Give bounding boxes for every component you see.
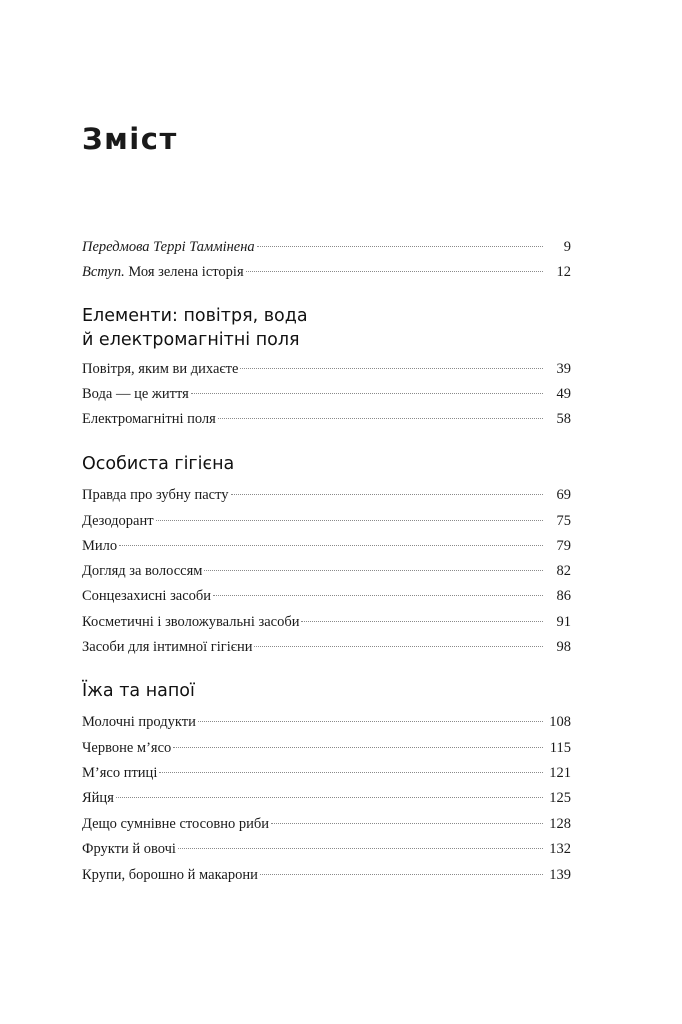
- toc-entry[interactable]: [82, 787, 571, 809]
- toc-entry[interactable]: [82, 484, 571, 506]
- leader-dots: [231, 493, 544, 495]
- toc-entry-page: 49: [556, 386, 571, 402]
- section-heading: Елементи: повітря, вода й електромагнітні поля: [82, 306, 308, 350]
- toc-entry-label: Дещо сумнівне стосовно риби: [82, 816, 269, 832]
- toc-entry-page: 58: [556, 411, 571, 427]
- toc-entry-label: Дезодорант: [82, 513, 154, 529]
- toc-entry[interactable]: [82, 358, 571, 380]
- toc-entry-label: Електромагнітні поля: [82, 411, 216, 427]
- toc-entry-label: М’ясо птиці: [82, 765, 158, 781]
- toc-entry-label: Мило: [82, 538, 118, 554]
- leader-dots: [173, 746, 543, 748]
- toc-entry[interactable]: [82, 560, 571, 582]
- toc-entry[interactable]: [82, 408, 571, 430]
- section-heading: Особиста гігієна: [82, 454, 235, 474]
- leader-dots: [240, 367, 543, 369]
- leader-dots: [204, 569, 543, 571]
- leader-dots: [116, 796, 543, 798]
- toc-entry[interactable]: [82, 737, 571, 759]
- toc-entry-page: 125: [549, 790, 571, 806]
- toc-entry-page: 39: [556, 361, 571, 377]
- toc-entry-label: Правда про зубну пасту: [82, 487, 229, 503]
- leader-dots: [271, 822, 543, 824]
- toc-entry[interactable]: [82, 838, 571, 860]
- toc-entry[interactable]: [82, 236, 571, 258]
- leader-dots: [246, 270, 543, 272]
- toc-entry-page: 75: [556, 513, 571, 529]
- leader-dots: [198, 720, 543, 722]
- toc-entry-label: Догляд за волоссям: [82, 563, 203, 579]
- toc-entry-label: Червоне м’ясо: [82, 740, 172, 756]
- toc-entry-page: 139: [549, 867, 571, 883]
- page-title: Зміст: [82, 122, 178, 156]
- toc-entry-page: 69: [556, 487, 571, 503]
- toc-entry[interactable]: [82, 383, 571, 405]
- leader-dots: [301, 620, 543, 622]
- leader-dots: [254, 645, 543, 647]
- leader-dots: [178, 847, 543, 849]
- toc-entry[interactable]: [82, 636, 571, 658]
- toc-entry-label: Засоби для інтимної гігієни: [82, 639, 253, 655]
- toc-entry-label: Повітря, яким ви дихаєте: [82, 361, 239, 377]
- leader-dots: [213, 594, 543, 596]
- leader-dots: [257, 245, 543, 247]
- toc-entry-label: Вступ. Моя зелена історія: [82, 264, 244, 280]
- toc-entry-label: Косметичні і зволожувальні засоби: [82, 614, 300, 630]
- leader-dots: [260, 873, 543, 875]
- toc-entry-label: Вода — це життя: [82, 386, 189, 402]
- toc-entry-page: 9: [563, 239, 571, 255]
- toc-entry-page: 91: [556, 614, 571, 630]
- toc-entry-page: 132: [549, 841, 571, 857]
- section-heading: Їжа та напої: [82, 681, 195, 701]
- toc-entry-page: 12: [556, 264, 571, 280]
- toc-entry-label: Яйця: [82, 790, 114, 806]
- toc-entry-page: 82: [556, 563, 571, 579]
- leader-dots: [119, 544, 543, 546]
- leader-dots: [159, 771, 543, 773]
- toc-entry-page: 86: [556, 588, 571, 604]
- toc-entry[interactable]: [82, 711, 571, 733]
- toc-entry-label: Молочні продукти: [82, 714, 196, 730]
- leader-dots: [218, 417, 543, 419]
- toc-entry-label: Крупи, борошно й макарони: [82, 867, 258, 883]
- toc-entry-page: 121: [549, 765, 571, 781]
- toc-entry-label: Передмова Террі Таммінена: [82, 239, 255, 255]
- leader-dots: [156, 519, 543, 521]
- toc-entry[interactable]: [82, 510, 571, 532]
- toc-entry[interactable]: [82, 813, 571, 835]
- toc-entry[interactable]: [82, 864, 571, 886]
- toc-entry-page: 108: [549, 714, 571, 730]
- toc-entry[interactable]: [82, 585, 571, 607]
- toc-entry[interactable]: [82, 261, 571, 283]
- toc-entry-page: 115: [549, 740, 571, 756]
- toc-entry[interactable]: [82, 535, 571, 557]
- leader-dots: [191, 392, 543, 394]
- toc-entry-page: 79: [556, 538, 571, 554]
- toc-entry-page: 98: [556, 639, 571, 655]
- toc-entry-label: Сонцезахисні засоби: [82, 588, 212, 604]
- toc-entry-page: 128: [549, 816, 571, 832]
- toc-entry[interactable]: [82, 762, 571, 784]
- toc-entry-label: Фрукти й овочі: [82, 841, 176, 857]
- toc-entry[interactable]: [82, 611, 571, 633]
